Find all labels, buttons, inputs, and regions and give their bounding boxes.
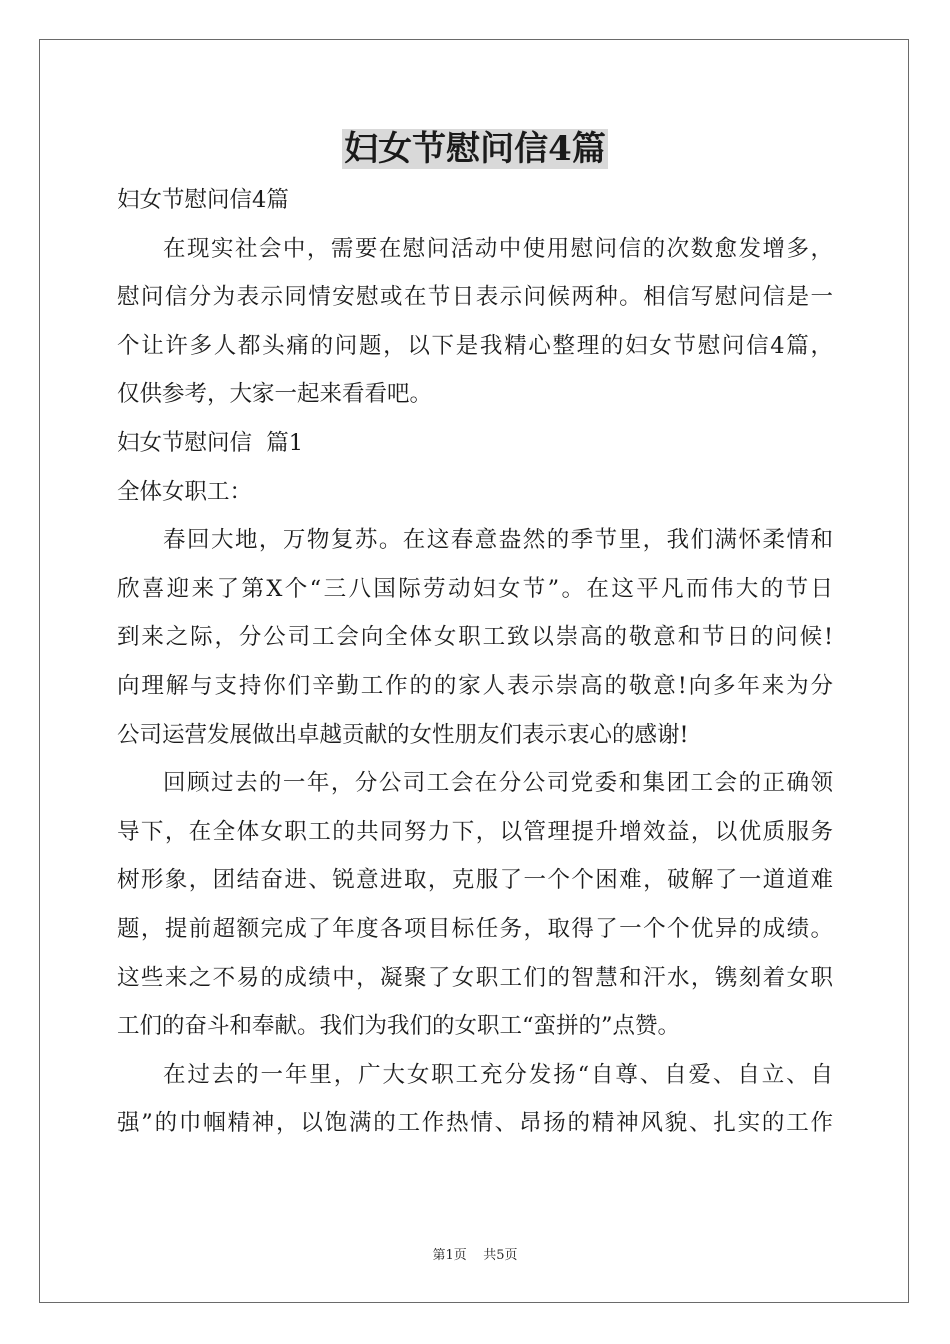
document-body <box>117 176 833 1148</box>
document-title <box>0 124 950 174</box>
paragraph2-line: 导下，在全体女职工的共同努力下，以管理提升增效益，以优质服务 <box>117 818 833 845</box>
paragraph1-line: 向理解与支持你们辛勤工作的的家人表示崇高的敬意!向多年来为分 <box>117 672 833 699</box>
paragraph1-line: 公司运营发展做出卓越贡献的女性朋友们表示衷心的感谢! <box>117 721 689 748</box>
intro-line: 在现实社会中，需要在慰问活动中使用慰问信的次数愈发增多， <box>163 235 833 262</box>
page-number: 第1页 共5页 <box>432 1248 518 1263</box>
paragraph3-line: 在过去的一年里，广大女职工充分发扬“自尊、自爱、自立、自 <box>163 1061 833 1088</box>
salutation: 全体女职工： <box>117 478 253 505</box>
section-heading: 妇女节慰问信 篇1 <box>117 429 304 456</box>
paragraph1-line: 春回大地，万物复苏。在这春意盎然的季节里，我们满怀柔情和 <box>163 527 833 554</box>
document-subtitle: 妇女节慰问信4篇 <box>117 187 289 213</box>
paragraph2-line: 这些来之不易的成绩中，凝聚了女职工们的智慧和汗水，镌刻着女职 <box>117 964 833 991</box>
paragraph1-line: 到来之际，分公司工会向全体女职工致以崇高的敬意和节日的问候! <box>117 624 833 651</box>
intro-line: 仅供参考，大家一起来看看吧。 <box>117 381 433 408</box>
paragraph3-line: 强”的巾帼精神，以饱满的工作热情、昂扬的精神风貌、扎实的工作 <box>117 1110 833 1137</box>
document-title-text: 妇女节慰问信4篇 <box>344 129 606 169</box>
paragraph2-line: 树形象，团结奋进、锐意进取，克服了一个个困难，破解了一道道难 <box>117 867 833 894</box>
paragraph2-line: 回顾过去的一年，分公司工会在分公司党委和集团工会的正确领 <box>163 770 833 797</box>
paragraph1-line: 欣喜迎来了第X个“三八国际劳动妇女节”。在这平凡而伟大的节日 <box>117 575 833 602</box>
paragraph2-line: 题，提前超额完成了年度各项目标任务，取得了一个个优异的成绩。 <box>117 915 833 942</box>
page-footer <box>0 1246 950 1266</box>
paragraph2-line: 工们的奋斗和奉献。我们为我们的女职工“蛮拼的”点赞。 <box>117 1013 681 1040</box>
intro-line: 个让许多人都头痛的问题，以下是我精心整理的妇女节慰问信4篇， <box>117 332 833 359</box>
intro-line: 慰问信分为表示同情安慰或在节日表示问候两种。相信写慰问信是一 <box>117 284 833 311</box>
